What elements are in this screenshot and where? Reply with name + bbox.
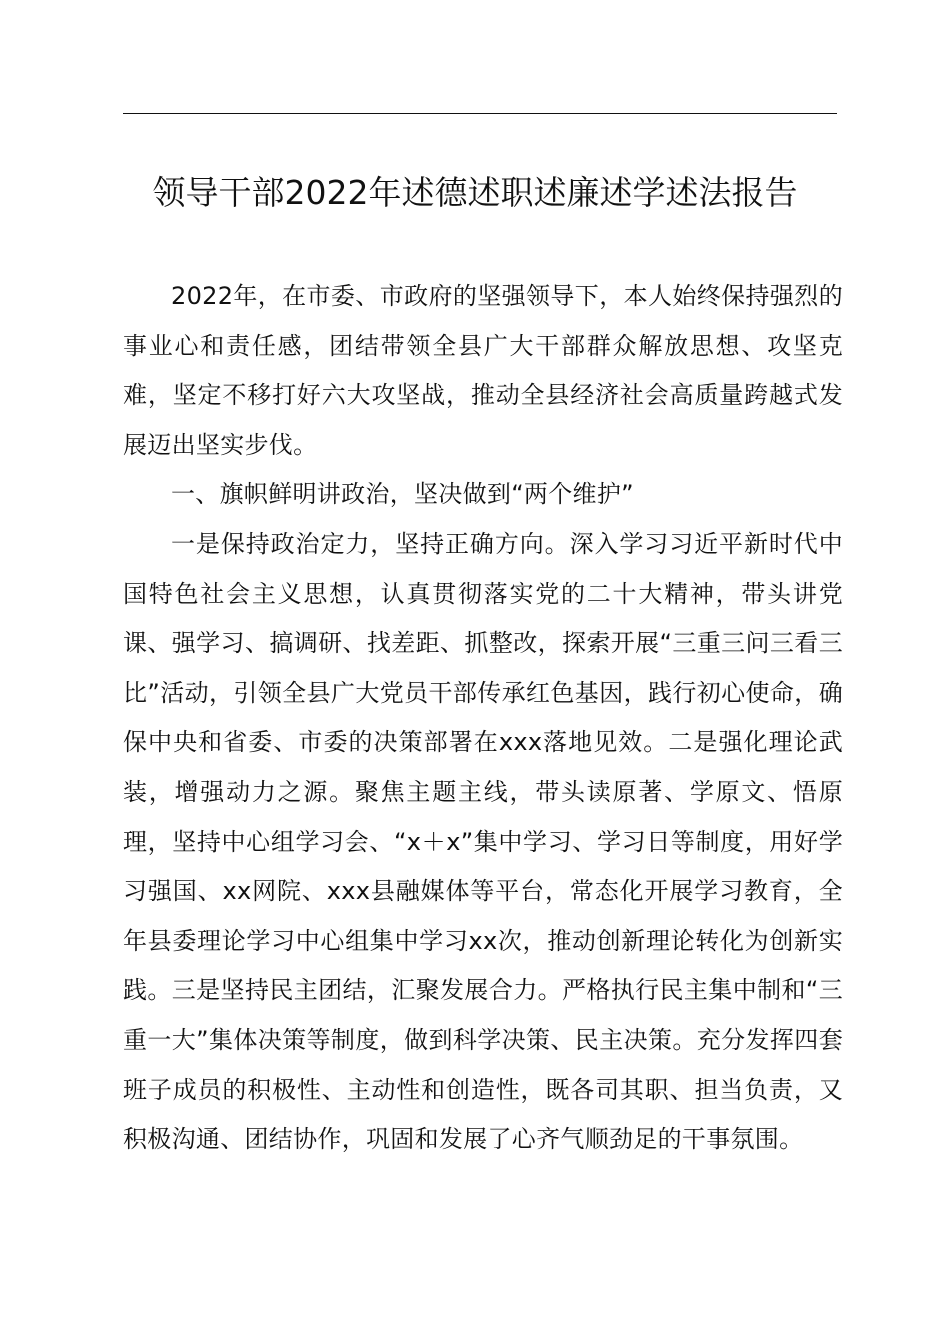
document-body <box>123 272 843 1165</box>
intro-paragraph: 2022年，在市委、市政府的坚强领导下，本人始终保持强烈的事业心和责任感，团结带领全县广大干部群众解放思想、攻坚克难，坚定不移打好六大攻坚战，推动全县经济社会高质量跨越式发展迈出坚实步伐。 <box>123 282 843 459</box>
section-heading-1: 一、旗帜鲜明讲政治，坚决做到“两个维护” <box>171 480 634 509</box>
header-rule <box>123 113 837 114</box>
document-title: 领导干部2022年述德述职述廉述学述法报告 <box>152 173 798 212</box>
body-paragraph: 一是保持政治定力，坚持正确方向。深入学习习近平新时代中国特色社会主义思想，认真贯彻落实党的二十大精神，带头讲党课、强学习、搞调研、找差距、抓整改，探索开展“三重三问三看三比”活动，引领全县广大党员干部传承红色基因，践行初心使命，确保中央和省委、市委的决策部署在xxx落地见效。二是强化理论武装，增强动力之源。聚焦主题主线，带头读原著、学原文、悟原理，坚持中心组学习会、“x＋x”集中学习、学习日等制度，用好学习强国、xx网院、xxx县融媒体等平台，常态化开展学习教育，全年县委理论学习中心组集中学习xx次，推动创新理论转化为创新实践。三是坚持民主团结，汇聚发展合力。严格执行民主集中制和“三重一大”集体决策等制度，做到科学决策、民主决策。充分发挥四套班子成员的积极性、主动性和创造性，既各司其职、担当负责，又积极沟通、团结协作，巩固和发展了心齐气顺劲足的干事氛围。 <box>123 529 843 1154</box>
